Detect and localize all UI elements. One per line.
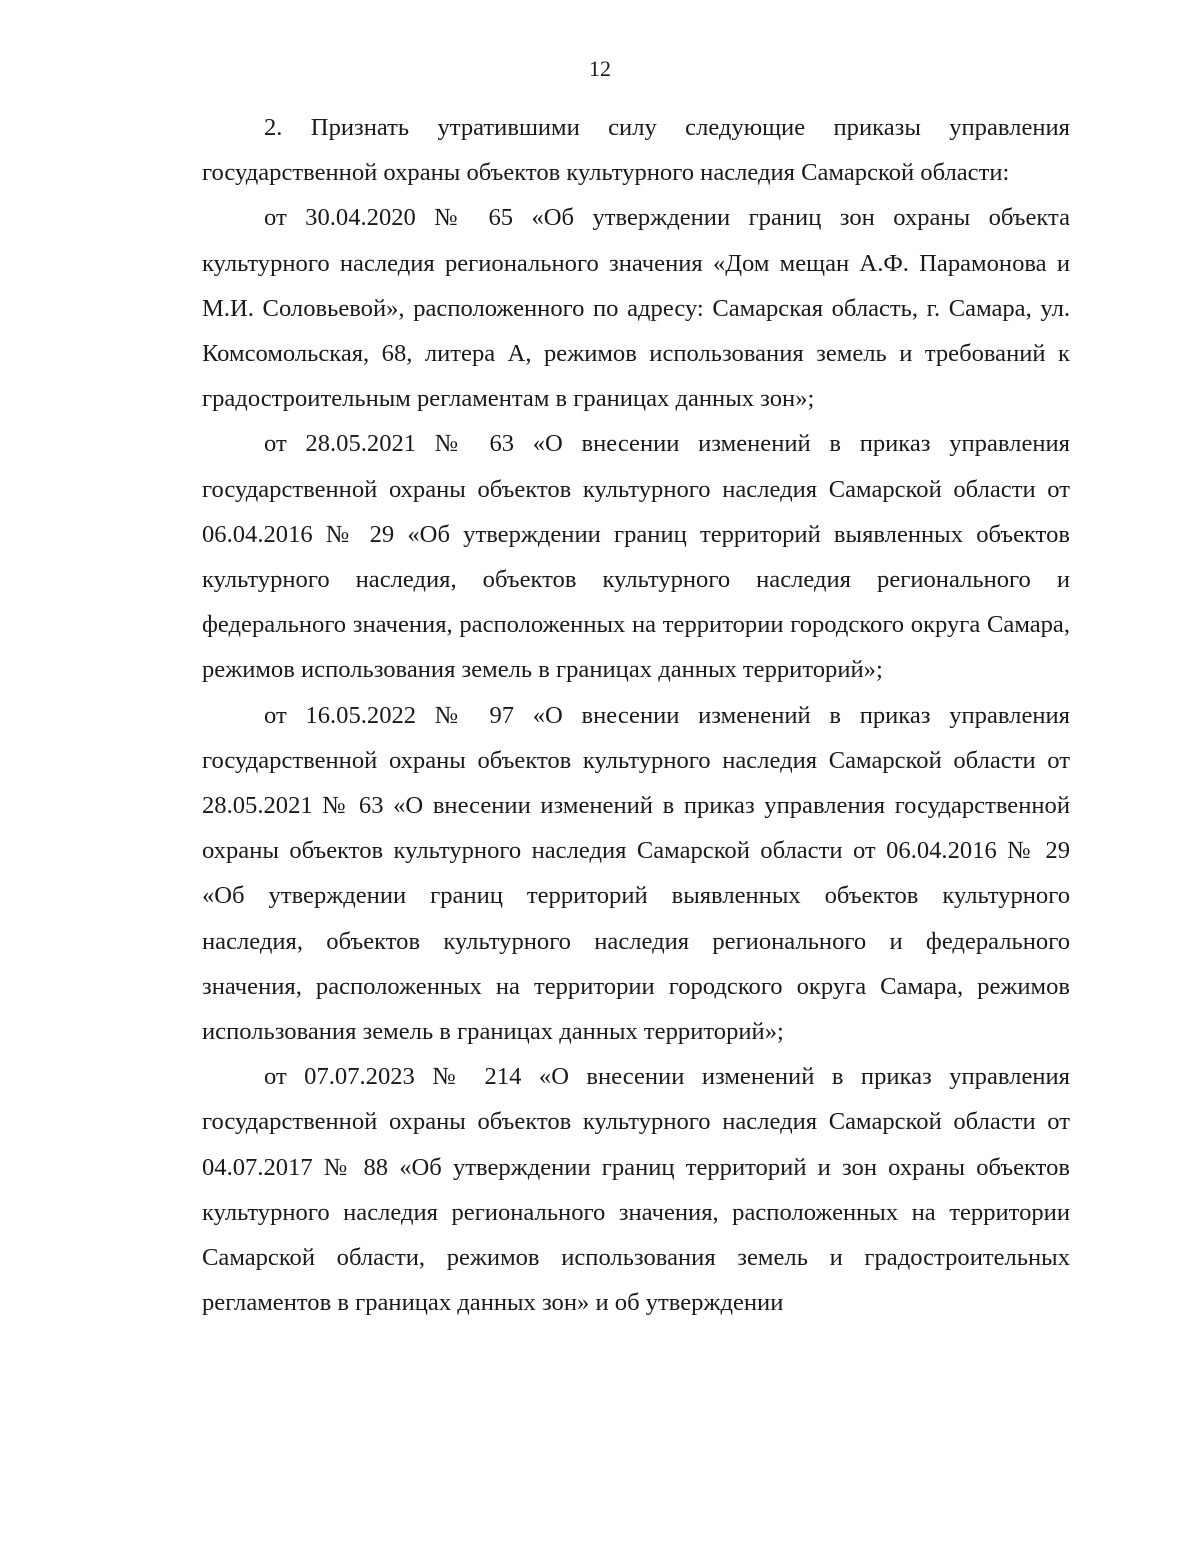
page-number: 12 bbox=[589, 56, 611, 81]
document-body bbox=[202, 105, 1070, 1325]
paragraph-item-2-intro: 2. Признать утратившими силу следующие приказы управления государственной охраны объектов культурного наследия Самарской области: bbox=[202, 114, 1070, 187]
paragraph-order-63: от 28.05.2021 № 63 «О внесении изменений в приказ управления государственной охраны объектов культурного наследия Самарской области от 06.04.2016 № 29 «Об утверждении границ территорий выявленных объектов культурного наследия, объектов культурного наследия регионального и федерального значения, расположенных на территории городского округа Самара, режимов использования земель в границах данных территорий»; bbox=[202, 430, 1070, 684]
paragraph-order-214: от 07.07.2023 № 214 «О внесении изменений в приказ управления государственной охраны объектов культурного наследия Самарской области от 04.07.2017 № 88 «Об утверждении границ территорий и зон охраны объектов культурного наследия регионального значения, расположенных на территории Самарской области, режимов использования земель и градостроительных регламентов в границах данных зон» и об утверждении bbox=[202, 1063, 1070, 1317]
paragraph-order-65: от 30.04.2020 № 65 «Об утверждении границ зон охраны объекта культурного наследия регионального значения «Дом мещан А.Ф. Парамонова и М.И. Соловьевой», расположенного по адресу: Самарская область, г. Самара, ул. Комсомольская, 68, литера А, режимов использования земель и требований к градостроительным регламентам в границах данных зон»; bbox=[202, 204, 1070, 413]
paragraph-order-97: от 16.05.2022 № 97 «О внесении изменений в приказ управления государственной охраны объектов культурного наследия Самарской области от 28.05.2021 № 63 «О внесении изменений в приказ управления государственной охраны объектов культурного наследия Самарской области от 06.04.2016 № 29 «Об утверждении границ территорий выявленных объектов культурного наследия, объектов культурного наследия регионального и федерального значения, расположенных на территории городского округа Самара, режимов использования земель в границах данных территорий»; bbox=[202, 701, 1070, 1046]
